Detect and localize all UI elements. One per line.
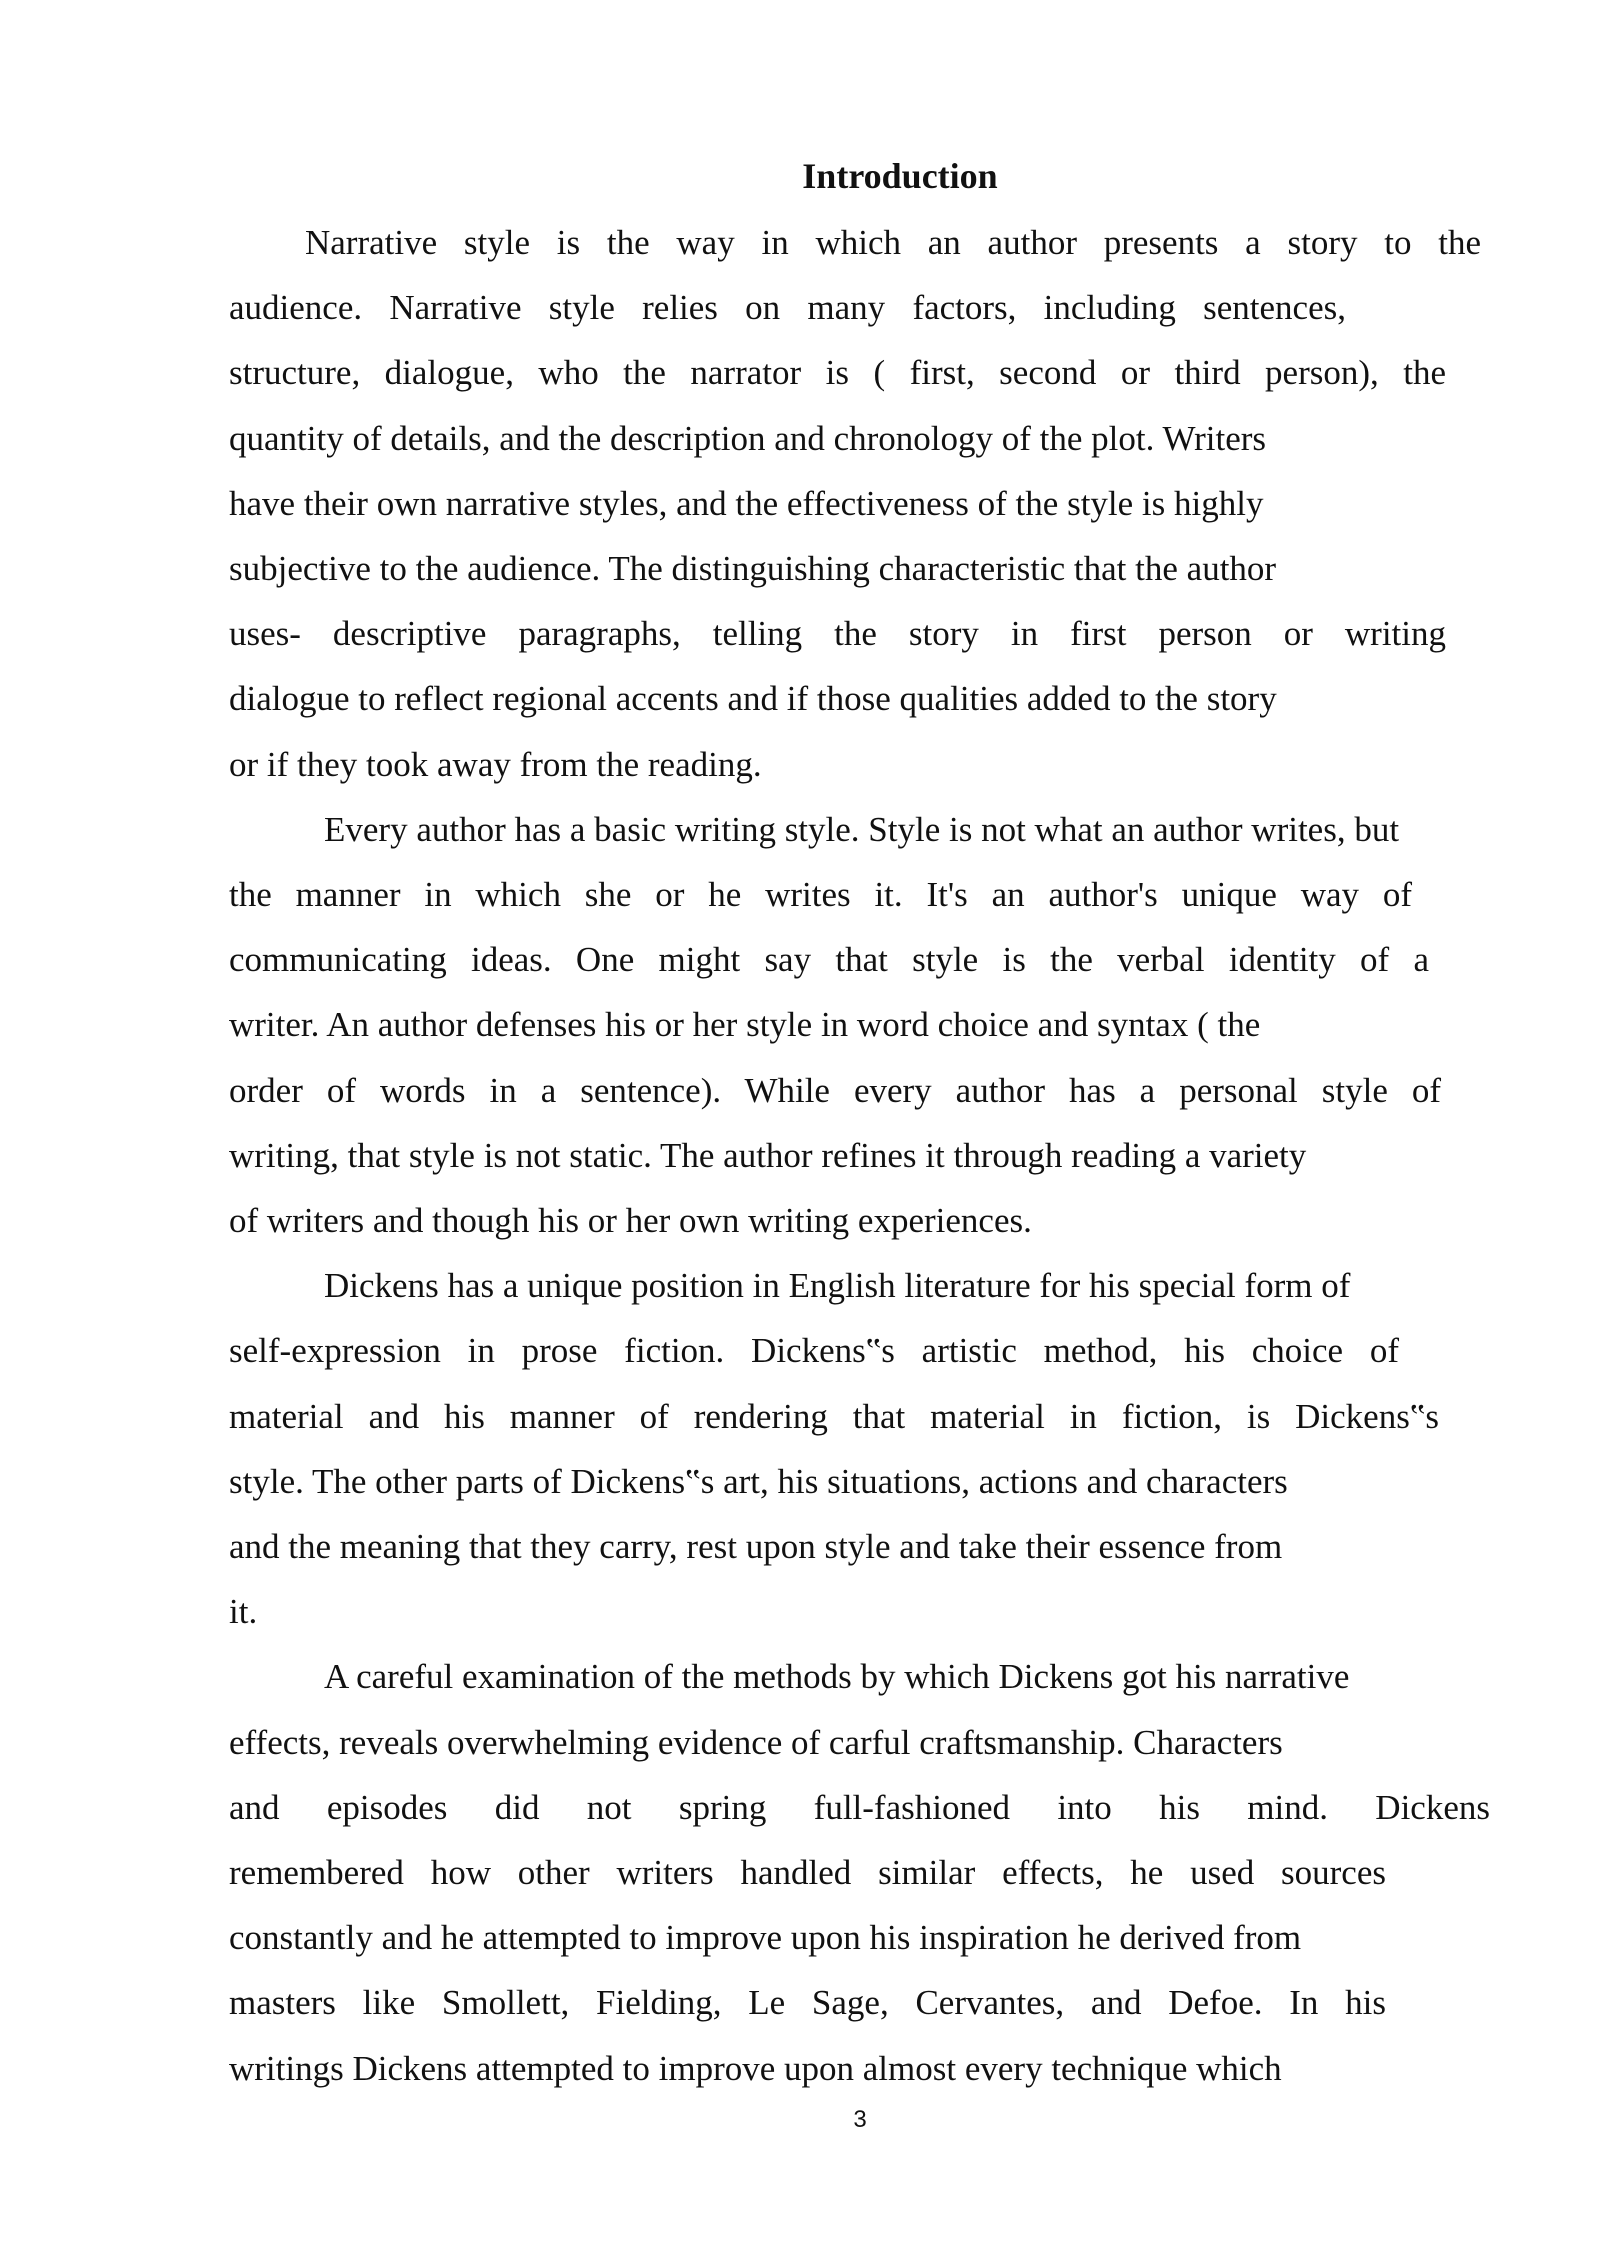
paragraph-line: it. — [229, 1592, 258, 1632]
page-number: 3 — [853, 2106, 867, 2133]
paragraph-line: of writers and though his or her own writing experiences. — [229, 1201, 1032, 1241]
paragraph-line: masters like Smollett, Fielding, Le Sage, Cervantes, and Defoe. In his — [229, 1983, 1386, 2023]
paragraph-line: the manner in which she or he writes it. It's an author's unique way of — [229, 875, 1412, 915]
paragraph-line: subjective to the audience. The distinguishing characteristic that the author — [229, 549, 1277, 589]
paragraph-line: constantly and he attempted to improve upon his inspiration he derived from — [229, 1918, 1302, 1958]
paragraph-line: material and his manner of rendering that material in fiction, is Dickens‟s — [229, 1396, 1439, 1436]
paragraph-line: or if they took away from the reading. — [229, 744, 762, 784]
paragraph-line: self-expression in prose fiction. Dickens‟s artistic method, his choice of — [229, 1331, 1399, 1371]
paragraph-line: have their own narrative styles, and the effectiveness of the style is highly — [229, 483, 1264, 523]
paragraph-line: A careful examination of the methods by which Dickens got his narrative — [324, 1657, 1350, 1697]
section-title: Introduction — [802, 156, 998, 196]
paragraph-line: Every author has a basic writing style. Style is not what an author writes, but — [324, 809, 1400, 849]
paragraph-line: remembered how other writers handled similar effects, he used sources — [229, 1853, 1386, 1893]
paragraph-line: writer. An author defenses his or her style in word choice and syntax ( the — [229, 1005, 1261, 1045]
paragraph-1 — [229, 210, 1494, 797]
paragraph-line: and the meaning that they carry, rest upon style and take their essence from — [229, 1527, 1283, 1567]
paragraph-line: quantity of details, and the description and chronology of the plot. Writers — [229, 418, 1267, 458]
paragraph-3 — [229, 1253, 1494, 1644]
paragraph-line: structure, dialogue, who the narrator is ( first, second or third person), the — [229, 353, 1446, 393]
paragraph-2 — [229, 797, 1494, 1253]
paragraph-line: dialogue to reflect regional accents and if those qualities added to the story — [229, 679, 1277, 719]
paragraph-line: effects, reveals overwhelming evidence of carful craftsmanship. Characters — [229, 1722, 1283, 1762]
paragraph-line: uses- descriptive paragraphs, telling the story in first person or writing — [229, 614, 1446, 654]
paragraph-line: writings Dickens attempted to improve upon almost every technique which — [229, 2048, 1282, 2088]
paragraph-line: writing, that style is not static. The author refines it through reading a variety — [229, 1135, 1307, 1175]
paragraph-line: communicating ideas. One might say that style is the verbal identity of a — [229, 940, 1429, 980]
paragraph-line: Narrative style is the way in which an author presents a story to the — [305, 223, 1481, 262]
paragraph-line: and episodes did not spring full-fashioned into his mind. Dickens — [229, 1787, 1490, 1827]
paragraph-line: Dickens has a unique position in English literature for his special form of — [324, 1266, 1351, 1306]
body-text — [229, 210, 1494, 2101]
paragraph-line: order of words in a sentence). While every author has a personal style of — [229, 1070, 1441, 1110]
paragraph-line: style. The other parts of Dickens‟s art, his situations, actions and characters — [229, 1461, 1288, 1501]
paragraph-4 — [229, 1644, 1494, 2100]
paragraph-line: audience. Narrative style relies on many factors, including sentences, — [229, 288, 1346, 328]
